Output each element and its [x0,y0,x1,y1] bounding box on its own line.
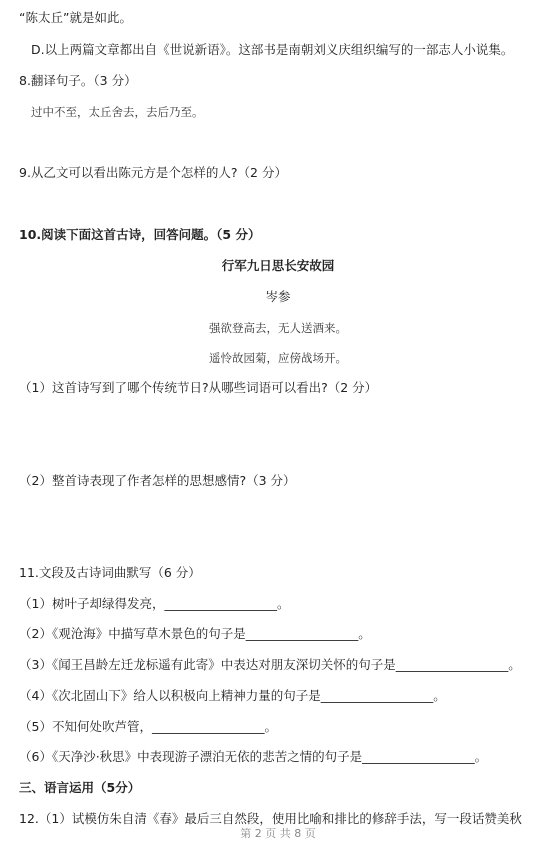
question-9: 9.从乙文可以看出陈元方是个怎样的人?（2 分） [19,165,287,180]
question-11-5: （5）不知何处吹芦管，__________________。 [19,719,277,734]
text-line: “陈太丘”就是如此。 [19,10,132,25]
question-10-1: （1）这首诗写到了哪个传统节日?从哪些词语可以看出?（2 分） [19,380,378,395]
poem-author: 岑参 [265,289,291,304]
translation-sentence: 过中不至，太丘舍去，去后乃至。 [31,105,204,119]
question-12: 12.（1）试模仿朱自清《春》最后三自然段，使用比喻和排比的修辞手法，写一段话赞美秋 [19,811,522,826]
question-10: 10.阅读下面这首古诗，回答问题。（5 分） [19,227,261,242]
option-d: D.以上两篇文章都出自《世说新语》。这部书是南朝刘义庆组织编写的一部志人小说集。 [31,42,514,57]
question-10-2: （2）整首诗表现了作者怎样的思想感情?（3 分） [19,473,296,488]
question-11-2: （2）《观沧海》中描写草木景色的句子是__________________。 [19,626,371,641]
poem-line-2: 遥怜故园菊，应傍战场开。 [209,351,347,365]
section-3-heading: 三、语言运用（5分） [19,780,141,795]
question-11-3: （3）《闻王昌龄左迁龙标遥有此寄》中表达对朋友深切关怀的句子是__________________。 [19,657,521,672]
question-11-1: （1）树叶子却绿得发亮，__________________。 [19,596,290,611]
poem-title: 行军九日思长安故园 [221,258,335,273]
question-8: 8.翻译句子。（3 分） [19,73,137,88]
question-11-6: （6）《天净沙·秋思》中表现游子漂泊无依的悲苦之情的句子是__________________。 [19,749,488,764]
question-11-4: （4）《次北固山下》给人以积极向上精神力量的句子是__________________。 [19,688,446,703]
poem-line-1: 强欲登高去，无人送酒来。 [209,321,347,335]
question-11: 11.文段及古诗词曲默写（6 分） [19,565,201,580]
page-footer: 第 2 页 共 8 页 [240,827,316,840]
